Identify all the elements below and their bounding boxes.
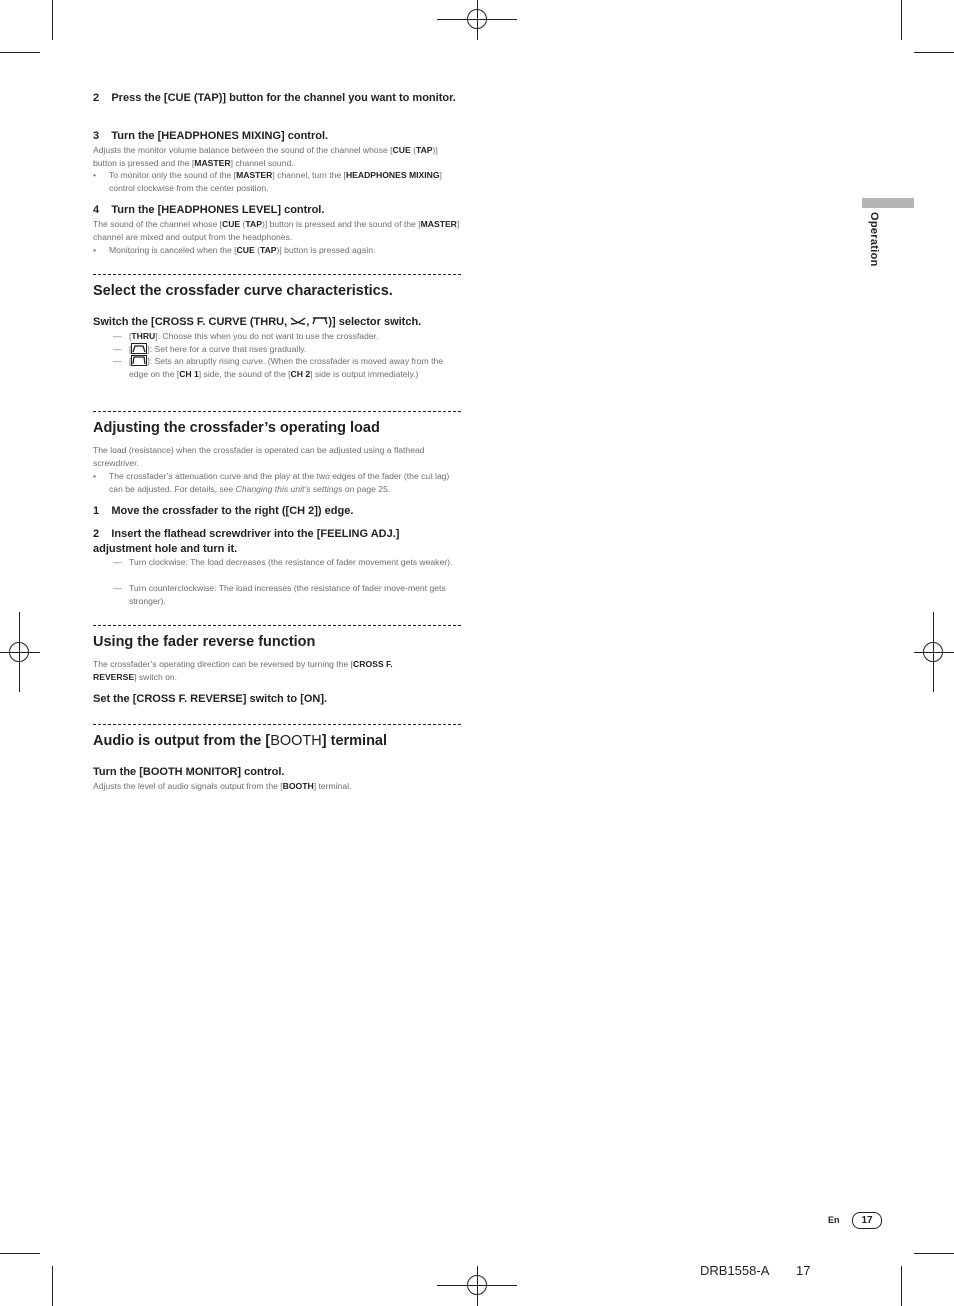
heading-booth-output: Audio is output from the [BOOTH] terminal bbox=[93, 733, 388, 749]
headphones-level-note: • Monitoring is canceled when the [CUE (TAP)] button is pressed again. bbox=[93, 245, 376, 255]
language-code: En bbox=[828, 1215, 840, 1225]
section-divider bbox=[93, 274, 461, 275]
step-headphones-mixing: 3 Turn the [HEADPHONES MIXING] control. bbox=[93, 130, 329, 142]
booth-monitor-instruction: Turn the [BOOTH MONITOR] control. bbox=[93, 766, 285, 778]
heading-crossfader-curve: Select the crossfader curve characteristics. bbox=[93, 283, 393, 299]
sharp-curve-icon bbox=[312, 316, 328, 325]
section-divider bbox=[93, 411, 461, 412]
step-insert-screwdriver: 2 Insert the flathead screwdriver into the [FEELING ADJ.] adjustment hole and turn it. bbox=[93, 528, 400, 555]
document-code: DRB1558-A bbox=[700, 1263, 770, 1278]
headphones-mixing-note: • To monitor only the sound of the [MASTER] channel, turn the [HEADPHONES MIXING] control clockwise from the center position. bbox=[93, 170, 442, 193]
step-press-cue: 2 Press the [CUE (TAP)] button for the channel you want to monitor. bbox=[93, 92, 456, 104]
step-move-crossfader: 1 Move the crossfader to the right ([CH 2]) edge. bbox=[93, 505, 354, 517]
section-divider bbox=[93, 625, 461, 626]
page-number: 17 bbox=[852, 1212, 882, 1229]
curve-option-sharp: — [ ]: Sets an abruptly rising curve. (When the crossfader is moved away from the edge on the [CH 1] side, the sound of the [CH 2] side is output immediately.) bbox=[113, 356, 444, 379]
crop-mark bbox=[901, 1266, 902, 1306]
crop-mark bbox=[0, 1253, 40, 1254]
registration-mark-top bbox=[437, 0, 517, 40]
crop-mark bbox=[914, 52, 954, 53]
gradual-curve-icon bbox=[290, 316, 306, 325]
headphones-level-description: The sound of the channel whose [CUE (TAP)] button is pressed and the sound of the [MASTER] channel are mixed and output from the headphones. bbox=[93, 219, 460, 242]
crossfader-curve-instruction: Switch the [CROSS F. CURVE (THRU, , )] selector switch. bbox=[93, 316, 422, 328]
step-headphones-level: 4 Turn the [HEADPHONES LEVEL] control. bbox=[93, 204, 325, 216]
heading-fader-reverse: Using the fader reverse function bbox=[93, 634, 316, 650]
heading-operating-load: Adjusting the crossfader’s operating load bbox=[93, 420, 380, 436]
crop-mark bbox=[914, 1253, 954, 1254]
registration-mark-bottom bbox=[437, 1266, 517, 1306]
booth-monitor-description: Adjusts the level of audio signals output from the [BOOTH] terminal. bbox=[93, 781, 352, 791]
document-page: 17 bbox=[796, 1263, 811, 1278]
curve-option-gradual: — [ ]: Set here for a curve that rises gradually. bbox=[113, 344, 307, 354]
crop-mark bbox=[52, 1266, 53, 1306]
crop-mark bbox=[52, 0, 53, 40]
headphones-mixing-description: Adjusts the monitor volume balance between the sound of the channel whose [CUE (TAP)] button is pressed and the [MASTER] channel sound. bbox=[93, 145, 438, 168]
turn-counterclockwise-note: — Turn counterclockwise: The load increases (the resistance of fader move-ment gets stronger). bbox=[113, 583, 446, 606]
curve-option-thru: — [THRU]: Choose this when you do not want to use the crossfader. bbox=[113, 331, 379, 341]
fader-reverse-description: The crossfader’s operating direction can be reversed by turning the [CROSS F. REVERSE] switch on. bbox=[93, 659, 393, 682]
section-tab-bar bbox=[862, 198, 914, 208]
registration-mark-right bbox=[914, 612, 954, 692]
operating-load-description: The load (resistance) when the crossfader is operated can be adjusted using a flathead screwdriver. bbox=[93, 445, 425, 468]
crop-mark bbox=[901, 0, 902, 40]
sharp-curve-icon bbox=[131, 355, 147, 366]
fader-reverse-instruction: Set the [CROSS F. REVERSE] switch to [ON]. bbox=[93, 693, 328, 705]
section-divider bbox=[93, 724, 461, 725]
operating-load-note: • The crossfader’s attenuation curve and the play at the two edges of the fader (the cut lag) can be adjusted. For details, see Changing this unit’s settings on page 25. bbox=[93, 471, 450, 494]
gradual-curve-icon bbox=[131, 343, 147, 354]
crop-mark bbox=[0, 52, 40, 53]
turn-clockwise-note: — Turn clockwise: The load decreases (the resistance of fader movement gets weaker). bbox=[113, 557, 453, 567]
section-tab-label: Operation bbox=[868, 212, 880, 267]
registration-mark-left bbox=[0, 612, 40, 692]
